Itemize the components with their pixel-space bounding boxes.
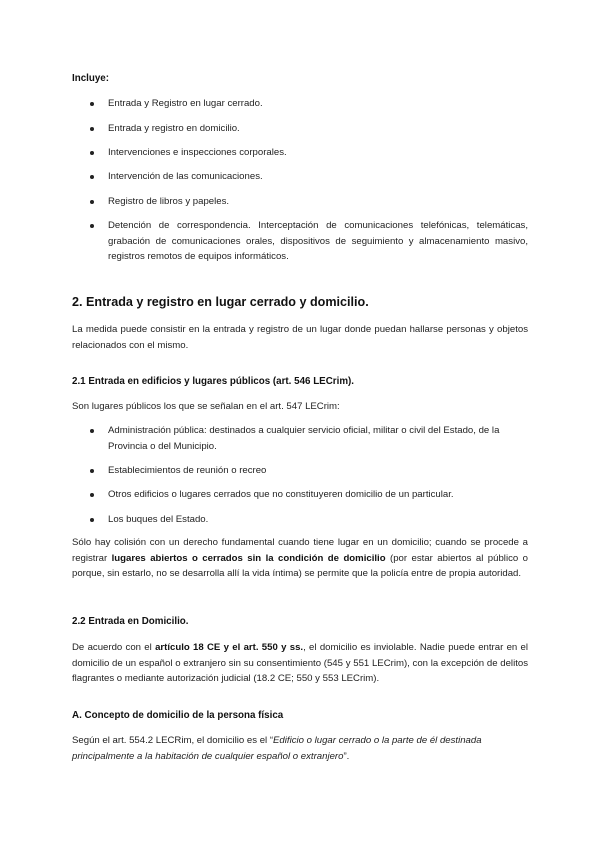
paragraph-text: De acuerdo con el xyxy=(72,642,156,653)
includes-label: Incluye: xyxy=(72,73,110,84)
bullet-icon xyxy=(90,127,94,131)
paragraph-text: (por estar abiertos al público o porque, sin estarlo, no se desarrolla allí la vida íntima) se permite que la policía entre de propia autoridad. xyxy=(72,552,528,579)
bullet-icon xyxy=(90,151,94,155)
subsection-heading: A. Concepto de domicilio de la persona física xyxy=(72,710,284,721)
list-item: Otros edificios o lugares cerrados que no constituyeren domicilio de un particular. xyxy=(108,489,454,500)
paragraph-text: , el domicilio es inviolable. Nadie puede entrar en el domicilio de un español o extranjero sin su consentimiento (545 y 551 LECrim), con la excepción de delitos flagrantes o mediante autorización judicial (18.2 CE; 550 y 553 LECrim). xyxy=(72,642,529,684)
list-item: Administración pública: destinados a cualquier servicio oficial, militar o civil del Estado, de la Provincia o del Municipio. xyxy=(108,425,500,452)
subsection-heading: 2.2 Entrada en Domicilio. xyxy=(72,616,189,627)
bullet-icon xyxy=(90,102,94,106)
bullet-icon xyxy=(90,429,94,433)
bullet-icon xyxy=(90,518,94,522)
list-item: Los buques del Estado. xyxy=(108,514,209,525)
section-intro: La medida puede consistir en la entrada y registro de un lugar donde puedan hallarse personas y objetos relacionados con el mismo. xyxy=(72,324,528,351)
list-item: Entrada y Registro en lugar cerrado. xyxy=(108,98,263,109)
bullet-icon xyxy=(90,469,94,473)
paragraph-bold-text: lugares abiertos o cerrados sin la condición de domicilio xyxy=(111,552,386,564)
list-item: Detención de correspondencia. Interceptación de comunicaciones telefónicas, telemáticas, grabación de comunicaciones orales, dispositivos de seguimiento y almacenamiento masivo, registros remotos de equipos informáticos. xyxy=(108,220,528,262)
list-item: Establecimientos de reunión o recreo xyxy=(108,465,267,476)
paragraph-text: Sólo hay colisión con un derecho fundamental cuando tiene lugar en un domicilio; cuando se procede a registrar xyxy=(72,537,528,564)
section-heading: 2. Entrada y registro en lugar cerrado y domicilio. xyxy=(72,295,369,309)
subsection-heading: 2.1 Entrada en edificios y lugares públicos (art. 546 LECrim). xyxy=(72,376,355,387)
list-item: Intervención de las comunicaciones. xyxy=(108,171,263,182)
body-paragraph xyxy=(72,733,528,764)
paragraph-text: Según el art. 554.2 LECRim, el domicilio es el “ xyxy=(72,735,274,746)
bullet-icon xyxy=(90,493,94,497)
body-paragraph xyxy=(72,535,528,582)
list-item: Entrada y registro en domicilio. xyxy=(108,123,240,134)
list-item: Registro de libros y papeles. xyxy=(108,196,230,207)
list-item: Intervenciones e inspecciones corporales. xyxy=(108,147,287,158)
bullet-icon xyxy=(90,200,94,204)
bullet-icon xyxy=(90,175,94,179)
paragraph-bold-text: artículo 18 CE y el art. 550 y ss. xyxy=(155,642,304,653)
subsection-intro: Son lugares públicos los que se señalan en el art. 547 LECrim: xyxy=(72,401,340,412)
paragraph-text: ”. xyxy=(343,750,350,762)
body-paragraph xyxy=(72,640,528,687)
paragraph-italic-text: Edificio o lugar cerrado o la parte de él destinada principalmente a la habitación de cualquier español o extranjero xyxy=(72,735,482,762)
bullet-icon xyxy=(90,224,94,228)
